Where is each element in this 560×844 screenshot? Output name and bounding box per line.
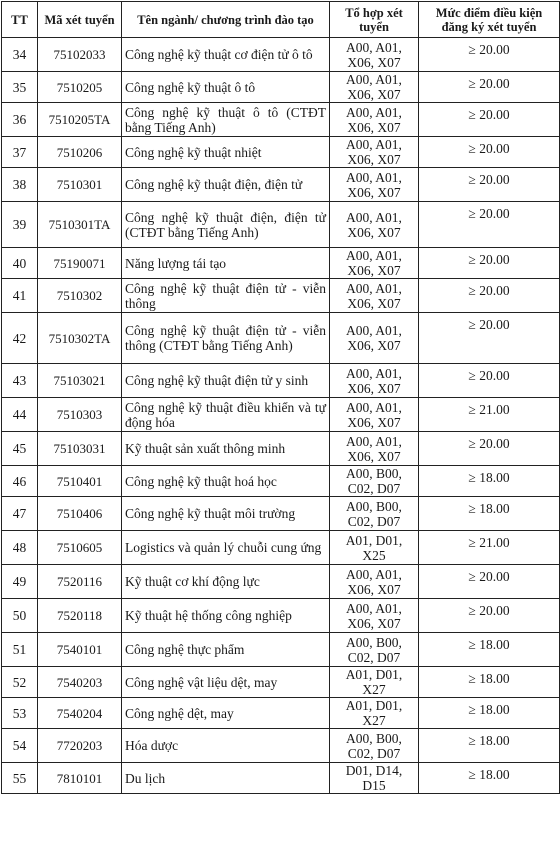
- cell-ten-nganh: Kỹ thuật sản xuất thông minh: [122, 432, 330, 466]
- cell-ten-nganh: Công nghệ kỹ thuật điện, điện tử: [122, 168, 330, 202]
- cell-to-hop: D01, D14, D15: [330, 763, 419, 794]
- cell-muc-diem: ≥ 21.00: [419, 531, 560, 565]
- cell-tt: 39: [2, 202, 38, 248]
- cell-ten-nganh: Công nghệ kỹ thuật nhiệt: [122, 137, 330, 168]
- table-header: [2, 2, 560, 38]
- cell-tt: 34: [2, 38, 38, 72]
- cell-tt: 47: [2, 497, 38, 531]
- cell-tt: 52: [2, 667, 38, 698]
- cell-ma-xet-tuyen: 75102033: [38, 38, 122, 72]
- table-body: [2, 38, 560, 794]
- cell-ten-nganh: Kỹ thuật hệ thống công nghiệp: [122, 599, 330, 633]
- table-row: [2, 38, 560, 72]
- table-row: [2, 313, 560, 364]
- cell-muc-diem: ≥ 20.00: [419, 103, 560, 137]
- cell-muc-diem: ≥ 20.00: [419, 168, 560, 202]
- cell-to-hop: A00, A01, X06, X07: [330, 313, 419, 364]
- cell-tt: 53: [2, 698, 38, 729]
- table-row: [2, 466, 560, 497]
- cell-to-hop: A00, A01, X06, X07: [330, 565, 419, 599]
- cell-to-hop: A00, A01, X06, X07: [330, 103, 419, 137]
- cell-muc-diem: ≥ 20.00: [419, 364, 560, 398]
- cell-to-hop: A00, A01, X06, X07: [330, 137, 419, 168]
- cell-ten-nganh: Năng lượng tái tạo: [122, 248, 330, 279]
- cell-tt: 55: [2, 763, 38, 794]
- cell-to-hop: A01, D01, X25: [330, 531, 419, 565]
- cell-muc-diem: ≥ 18.00: [419, 633, 560, 667]
- table-row: [2, 398, 560, 432]
- cell-ma-xet-tuyen: 7520118: [38, 599, 122, 633]
- table-row: [2, 364, 560, 398]
- cell-ten-nganh: Hóa dược: [122, 729, 330, 763]
- cell-to-hop: A00, A01, X06, X07: [330, 432, 419, 466]
- cell-ten-nganh: Công nghệ thực phẩm: [122, 633, 330, 667]
- cell-muc-diem: ≥ 20.00: [419, 137, 560, 168]
- cell-to-hop: A00, A01, X06, X07: [330, 248, 419, 279]
- cell-muc-diem: ≥ 18.00: [419, 729, 560, 763]
- cell-ma-xet-tuyen: 7810101: [38, 763, 122, 794]
- cell-ma-xet-tuyen: 7540101: [38, 633, 122, 667]
- table-row: [2, 698, 560, 729]
- table-row: [2, 202, 560, 248]
- cell-tt: 37: [2, 137, 38, 168]
- cell-to-hop: A00, A01, X06, X07: [330, 38, 419, 72]
- table-row: [2, 248, 560, 279]
- header-ma-xet-tuyen: Mã xét tuyển: [38, 2, 122, 38]
- cell-muc-diem: ≥ 20.00: [419, 248, 560, 279]
- table-row: [2, 763, 560, 794]
- table-row: [2, 667, 560, 698]
- cell-tt: 46: [2, 466, 38, 497]
- cell-tt: 50: [2, 599, 38, 633]
- cell-ma-xet-tuyen: 75103031: [38, 432, 122, 466]
- cell-ma-xet-tuyen: 7510205: [38, 72, 122, 103]
- cell-ten-nganh: Công nghệ kỹ thuật ô tô: [122, 72, 330, 103]
- cell-ma-xet-tuyen: 7510605: [38, 531, 122, 565]
- table-row: [2, 729, 560, 763]
- cell-to-hop: A00, B00, C02, D07: [330, 466, 419, 497]
- cell-tt: 45: [2, 432, 38, 466]
- cell-muc-diem: ≥ 21.00: [419, 398, 560, 432]
- cell-ma-xet-tuyen: 7510406: [38, 497, 122, 531]
- cell-to-hop: A00, A01, X06, X07: [330, 364, 419, 398]
- header-to-hop: Tổ hợp xét tuyển: [330, 2, 419, 38]
- cell-to-hop: A01, D01, X27: [330, 698, 419, 729]
- cell-ten-nganh: Công nghệ kỹ thuật điện tử - viễn thông: [122, 279, 330, 313]
- cell-tt: 38: [2, 168, 38, 202]
- cell-tt: 42: [2, 313, 38, 364]
- cell-ma-xet-tuyen: 7510301: [38, 168, 122, 202]
- cell-muc-diem: ≥ 20.00: [419, 38, 560, 72]
- cell-tt: 36: [2, 103, 38, 137]
- cell-tt: 54: [2, 729, 38, 763]
- cell-ten-nganh: Du lịch: [122, 763, 330, 794]
- cell-tt: 43: [2, 364, 38, 398]
- cell-ma-xet-tuyen: 75103021: [38, 364, 122, 398]
- table-row: [2, 599, 560, 633]
- cell-to-hop: A00, B00, C02, D07: [330, 633, 419, 667]
- cell-tt: 49: [2, 565, 38, 599]
- cell-ma-xet-tuyen: 7510301TA: [38, 202, 122, 248]
- cell-ten-nganh: Công nghệ kỹ thuật điều khiển và tự động hóa: [122, 398, 330, 432]
- cell-muc-diem: ≥ 20.00: [419, 432, 560, 466]
- cell-muc-diem: ≥ 18.00: [419, 466, 560, 497]
- cell-ma-xet-tuyen: 7540204: [38, 698, 122, 729]
- cell-ten-nganh: Công nghệ vật liệu dệt, may: [122, 667, 330, 698]
- cell-ten-nganh: Logistics và quản lý chuỗi cung ứng: [122, 531, 330, 565]
- cell-to-hop: A00, B00, C02, D07: [330, 497, 419, 531]
- header-tt: TT: [2, 2, 38, 38]
- cell-tt: 48: [2, 531, 38, 565]
- cell-ma-xet-tuyen: 7510302TA: [38, 313, 122, 364]
- cell-muc-diem: ≥ 18.00: [419, 667, 560, 698]
- cell-to-hop: A01, D01, X27: [330, 667, 419, 698]
- cell-tt: 44: [2, 398, 38, 432]
- cell-muc-diem: ≥ 20.00: [419, 565, 560, 599]
- cell-to-hop: A00, A01, X06, X07: [330, 398, 419, 432]
- cell-ma-xet-tuyen: 7510205TA: [38, 103, 122, 137]
- cell-muc-diem: ≥ 20.00: [419, 599, 560, 633]
- cell-ten-nganh: Công nghệ kỹ thuật điện tử y sinh: [122, 364, 330, 398]
- cell-ma-xet-tuyen: 7540203: [38, 667, 122, 698]
- cell-ten-nganh: Kỹ thuật cơ khí động lực: [122, 565, 330, 599]
- cell-muc-diem: ≥ 20.00: [419, 72, 560, 103]
- table-row: [2, 531, 560, 565]
- table-row: [2, 279, 560, 313]
- cell-ten-nganh: Công nghệ kỹ thuật hoá học: [122, 466, 330, 497]
- cell-ten-nganh: Công nghệ dệt, may: [122, 698, 330, 729]
- table-row: [2, 432, 560, 466]
- table-row: [2, 168, 560, 202]
- cell-muc-diem: ≥ 18.00: [419, 763, 560, 794]
- cell-tt: 40: [2, 248, 38, 279]
- cell-muc-diem: ≥ 20.00: [419, 279, 560, 313]
- cell-ma-xet-tuyen: 7510206: [38, 137, 122, 168]
- table-row: [2, 633, 560, 667]
- table-row: [2, 103, 560, 137]
- cell-ten-nganh: Công nghệ kỹ thuật ô tô (CTĐT bằng Tiếng Anh): [122, 103, 330, 137]
- cell-tt: 51: [2, 633, 38, 667]
- cell-to-hop: A00, A01, X06, X07: [330, 168, 419, 202]
- cell-ten-nganh: Công nghệ kỹ thuật môi trường: [122, 497, 330, 531]
- cell-to-hop: A00, A01, X06, X07: [330, 72, 419, 103]
- table-row: [2, 497, 560, 531]
- cell-ma-xet-tuyen: 7510401: [38, 466, 122, 497]
- cell-tt: 35: [2, 72, 38, 103]
- cell-ma-xet-tuyen: 7510302: [38, 279, 122, 313]
- cell-ten-nganh: Công nghệ kỹ thuật cơ điện tử ô tô: [122, 38, 330, 72]
- table-row: [2, 72, 560, 103]
- cell-muc-diem: ≥ 18.00: [419, 497, 560, 531]
- header-muc-diem: Mức điểm điều kiện đăng ký xét tuyển: [419, 2, 560, 38]
- cell-to-hop: A00, B00, C02, D07: [330, 729, 419, 763]
- admission-table: [1, 1, 560, 794]
- cell-ma-xet-tuyen: 7510303: [38, 398, 122, 432]
- cell-muc-diem: ≥ 18.00: [419, 698, 560, 729]
- cell-muc-diem: ≥ 20.00: [419, 202, 560, 248]
- cell-ten-nganh: Công nghệ kỹ thuật điện, điện tử (CTĐT bằng Tiếng Anh): [122, 202, 330, 248]
- header-ten-nganh: Tên ngành/ chương trình đào tạo: [122, 2, 330, 38]
- cell-to-hop: A00, A01, X06, X07: [330, 599, 419, 633]
- cell-ma-xet-tuyen: 7720203: [38, 729, 122, 763]
- cell-ten-nganh: Công nghệ kỹ thuật điện tử - viễn thông (CTĐT bằng Tiếng Anh): [122, 313, 330, 364]
- table-row: [2, 137, 560, 168]
- header-row: [2, 2, 560, 38]
- cell-ma-xet-tuyen: 7520116: [38, 565, 122, 599]
- table-row: [2, 565, 560, 599]
- cell-to-hop: A00, A01, X06, X07: [330, 202, 419, 248]
- cell-tt: 41: [2, 279, 38, 313]
- cell-muc-diem: ≥ 20.00: [419, 313, 560, 364]
- cell-ma-xet-tuyen: 75190071: [38, 248, 122, 279]
- cell-to-hop: A00, A01, X06, X07: [330, 279, 419, 313]
